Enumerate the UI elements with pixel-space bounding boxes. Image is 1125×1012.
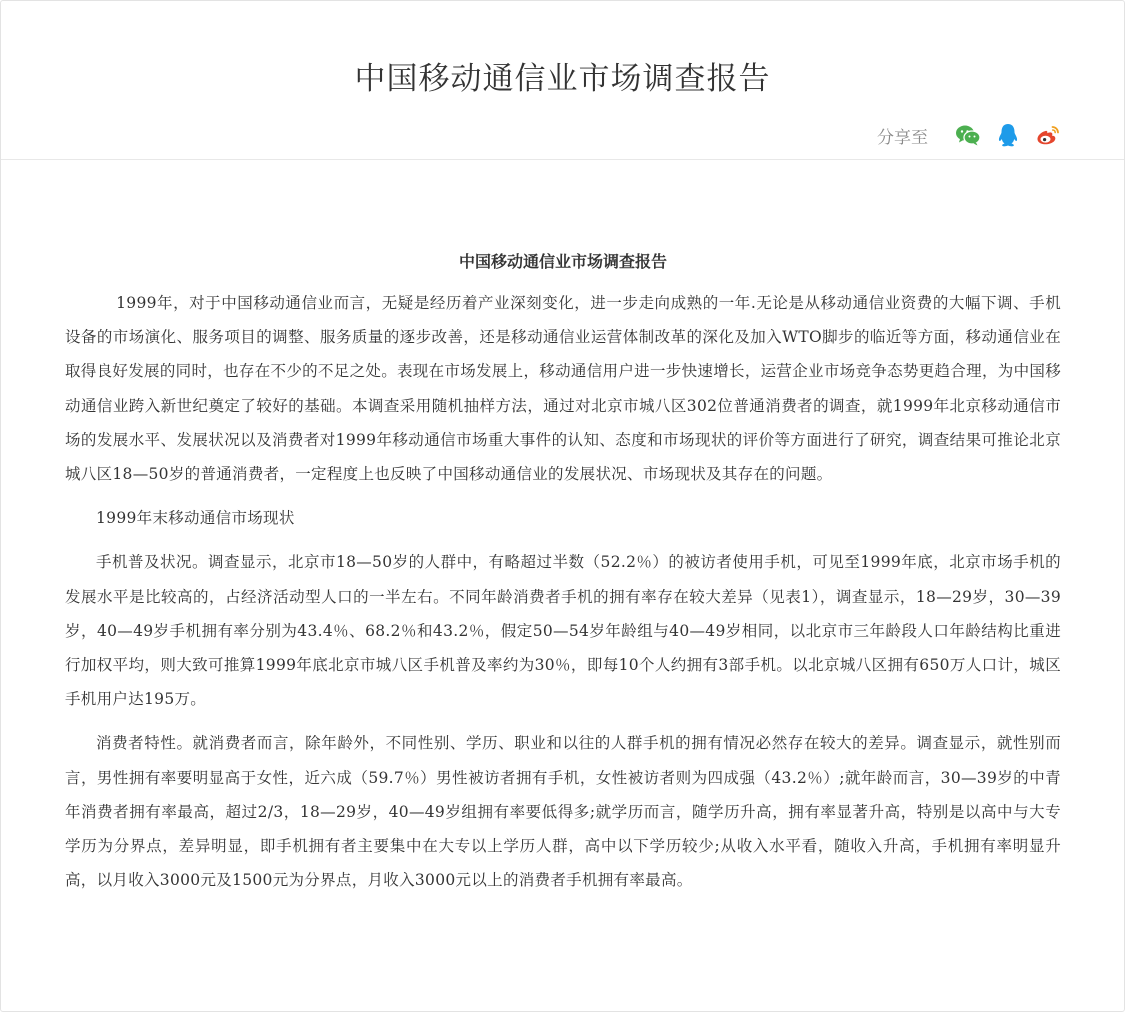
qq-icon[interactable] [994, 121, 1022, 149]
wechat-icon[interactable] [954, 121, 982, 149]
share-bar [877, 121, 1062, 149]
article-body [65, 249, 1061, 907]
article-heading: 中国移动通信业市场调查报告 [458, 252, 667, 271]
page-header [1, 1, 1124, 160]
article-paragraph: 1999年，对于中国移动通信业而言，无疑是经历着产业深刻变化，进一步走向成熟的一年.无论是从移动通信业资费的大幅下调、手机设备的市场演化、服务项目的调整、服务质量的逐步改善，还是移动通信业运营体制改革的深化及加入WTO脚步的临近等方面，移动通信业在取得良好发展的同时，也存在不少的不足之处。表现在市场发展上，移动通信用户进一步快速增长，运营企业市场竞争态势更趋合理，为中国移动通信业跨入新世纪奠定了较好的基础。本调查采用随机抽样方法，通过对北京市城八区302位普通消费者的调查，就1999年北京移动通信市场的发展水平、发展状况以及消费者对1999年移动通信市场重大事件的认知、态度和市场现状的评价等方面进行了研究，调查结果可推论北京城八区18—50岁的普通消费者，一定程度上也反映了中国移动通信业的发展状况、市场现状及其存在的问题。 [65, 294, 1061, 484]
article-paragraph: 消费者特性。就消费者而言，除年龄外，不同性别、学历、职业和以往的人群手机的拥有情况必然存在较大的差异。调查显示，就性别而言，男性拥有率要明显高于女性，近六成（59.7％）男性被访者拥有手机，女性被访者则为四成强（43.2％）;就年龄而言，30—39岁的中青年消费者拥有率最高，超过2/3，18—29岁，40—49岁组拥有率要低得多;就学历而言，随学历升高，拥有率显著升高，特别是以高中与大专学历为分界点，差异明显，即手机拥有者主要集中在大专以上学历人群，高中以下学历较少;从收入水平看，随收入升高，手机拥有率明显升高，以月收入3000元及1500元为分界点，月收入3000元以上的消费者手机拥有率最高。 [65, 734, 1061, 890]
section-heading: 1999年末移动通信市场现状 [96, 509, 295, 528]
page-title: 中国移动通信业市场调查报告 [354, 61, 771, 97]
article-paragraph: 手机普及状况。调查显示，北京市18—50岁的人群中，有略超过半数（52.2％）的被访者使用手机，可见至1999年底，北京市场手机的发展水平是比较高的，占经济活动型人口的一半左右。不同年龄消费者手机的拥有率存在较大差异（见表1），调查显示，18—29岁，30—39岁，40—49岁手机拥有率分别为43.4％、68.2％和43.2％，假定50—54岁年龄组与40—49岁相同，以北京市三年龄段人口年龄结构比重进行加权平均，则大致可推算1999年底北京市城八区手机普及率约为30％，即每10个人约拥有3部手机。以北京城八区拥有650万人口计，城区手机用户达195万。 [65, 553, 1061, 709]
weibo-icon[interactable] [1034, 121, 1062, 149]
share-label: 分享至 [877, 127, 928, 148]
